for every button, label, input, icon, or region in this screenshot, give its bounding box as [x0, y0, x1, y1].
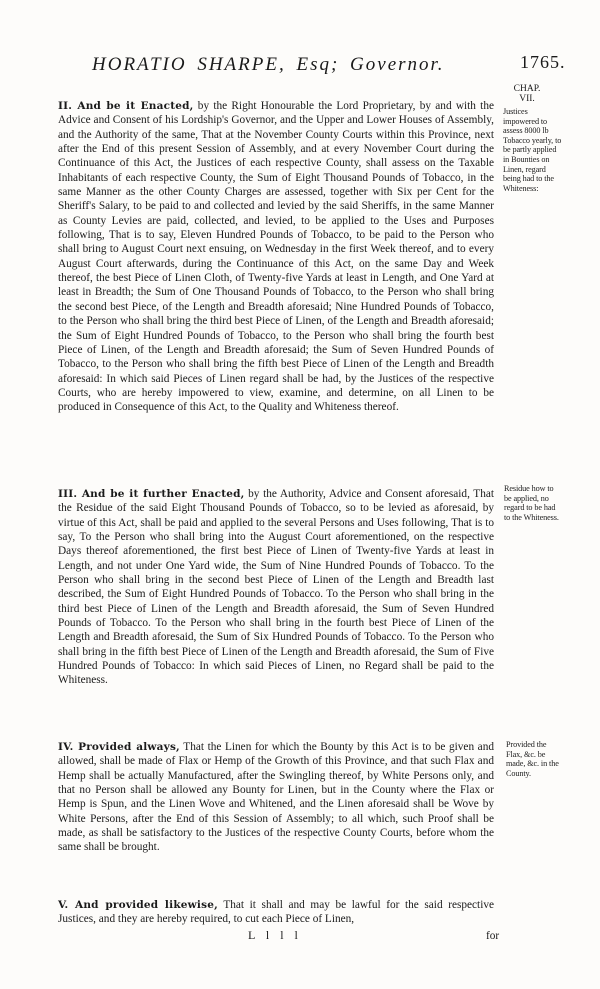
section-lead: V. And provided likewise, [58, 899, 218, 911]
section-iv [58, 740, 494, 855]
signature-mark: L l l l [248, 928, 302, 942]
catchword: for [486, 930, 500, 942]
section-lead: IV. Provided always, [58, 741, 180, 753]
section-v [58, 898, 494, 927]
section-lead: III. And be it further Enacted, [58, 488, 245, 500]
chapter-label [508, 84, 546, 104]
chapter-word: CHAP. [513, 84, 541, 94]
section-text: by the Authority, Advice and Consent aforesaid, That the Residue of the said Eight Thousand Pounds of Tobacco, so to be levied as aforesaid, by virtue of this Act, shall be paid and applied to the several Persons and Uses following, That is to say, To the Person who shall bring into the August Court aforementioned, on the respective Days thereof aforementioned, the first best Piece of Linen of Twenty-five Yards at least in Length, and not under One Yard wide, the Sum of Nine Hundred Pounds of Tobacco. To the Person who shall bring in the second best Piece of Linen of the Length and Breadth last described, the Sum of Eight Hundred Pounds of Tobacco. To the Person who shall bring in the third best Piece of Linen of the Length and Breadth aforesaid, the Sum of Seven Hundred Pounds of Tobacco. To the Person who shall bring in the fourth best Piece of Linen of the Length and Breadth aforesaid, the Sum of Six Hundred Pounds of Tobacco. To the Person who shall bring in the fifth best Piece of Linen of the Length and Breadth aforesaid, the Sum of Five Hundred Pounds of Tobacco: In which said Pieces of Linen, no Regard shall be paid to the Whiteness. [58, 488, 495, 687]
running-head: HORATIO SHARPE, Esq; Governor. [92, 54, 445, 75]
section-text: That it shall and may be lawful for the said respective Justices, and they are hereby required, to cut each Piece of Linen, [58, 899, 494, 926]
page-year: 1765. [520, 52, 566, 72]
section-ii [58, 99, 494, 415]
margin-note-1: Justices impowered to assess 8000 lb Tobacco yearly, to be partly applied in Bounties on Linen, regard being had to the Whiteness: [503, 107, 562, 193]
section-text: by the Right Honourable the Lord Proprietary, by and with the Advice and Consent of his Lordship's Governor, and the Upper and Lower Houses of Assembly, and the Authority of the same, That at the November County Courts within this Province, next after the End of this present Session of Assembly, and at every November Court during the Continuance of this Act, the Justices of each respective County, shall assess on the Taxable Inhabitants of each respective County, the Sum of Eight Thousand Pounds of Tobacco, in the same Manner as the other County Charges are assessed, together with Six per Cent for the Sheriff's Salary, to be paid to and collected and levied by the said Sheriffs, in the same Manner as County Levies are paid, collected, and levied, to be applied to the Uses and Purposes following, That is to say, Eleven Hundred Pounds of Tobacco, to be paid to the Person who shall bring to August Court next ensuing, on Wednesday in the first Week thereof, and to every August Court afterwards, during the Continuance of this Act, on the same Day and Week thereof, the best Piece of Linen Cloth, of Twenty-five Yards at least in Length, and One Yard at least in Breadth; the Sum of One Thousand Pounds of Tobacco, to the Person who shall bring the second best Piece, of the Length and Breadth aforesaid; Nine Hundred Pounds of Tobacco, to the Person who shall bring the third best Piece of Linen, of the Length and Breadth aforesaid; the Sum of Eight Hundred Pounds of Tobacco, to the Person who shall bring the fourth best Piece of Linen, of the Length and Breadth aforesaid; the Sum of Seven Hundred Pounds of Tobacco, to the Person who shall bring the fifth best Piece of Linen of the Length and Breadth aforesaid: In which said Pieces of Linen regard shall be had, by the Justices of the respective Courts, who are hereby impowered to view, examine, and determine, on all Linen to be produced in Consequence of this Act, to the Quality and Whiteness thereof. [58, 100, 494, 414]
margin-note-2: Residue how to be applied, no regard to be had to the Whiteness. [504, 484, 559, 522]
chapter-number: VII. [519, 94, 535, 104]
section-lead: II. And be it Enacted, [58, 100, 194, 112]
section-text: That the Linen for which the Bounty by this Act is to be given and allowed, shall be made of Flax or Hemp of the Growth of this Province, and that such Flax and Hemp shall be actually Manufactured, after the Swingling thereof, by White Persons only, and that no Person shall be allowed any Bounty for Linen, but in the County where the Flax or Hemp is Spun, and the Linen Wove and Whitened, and the Linen aforesaid shall be Wove by White Persons, after the End of this Session of Assembly; to all which, such Proof shall be made, as shall be satisfactory to the Justices of the respective County Courts, before whom the same shall be brought. [58, 741, 494, 854]
margin-note-3: Provided the Flax, &c. be made, &c. in the County. [506, 740, 559, 778]
section-iii [58, 487, 494, 688]
